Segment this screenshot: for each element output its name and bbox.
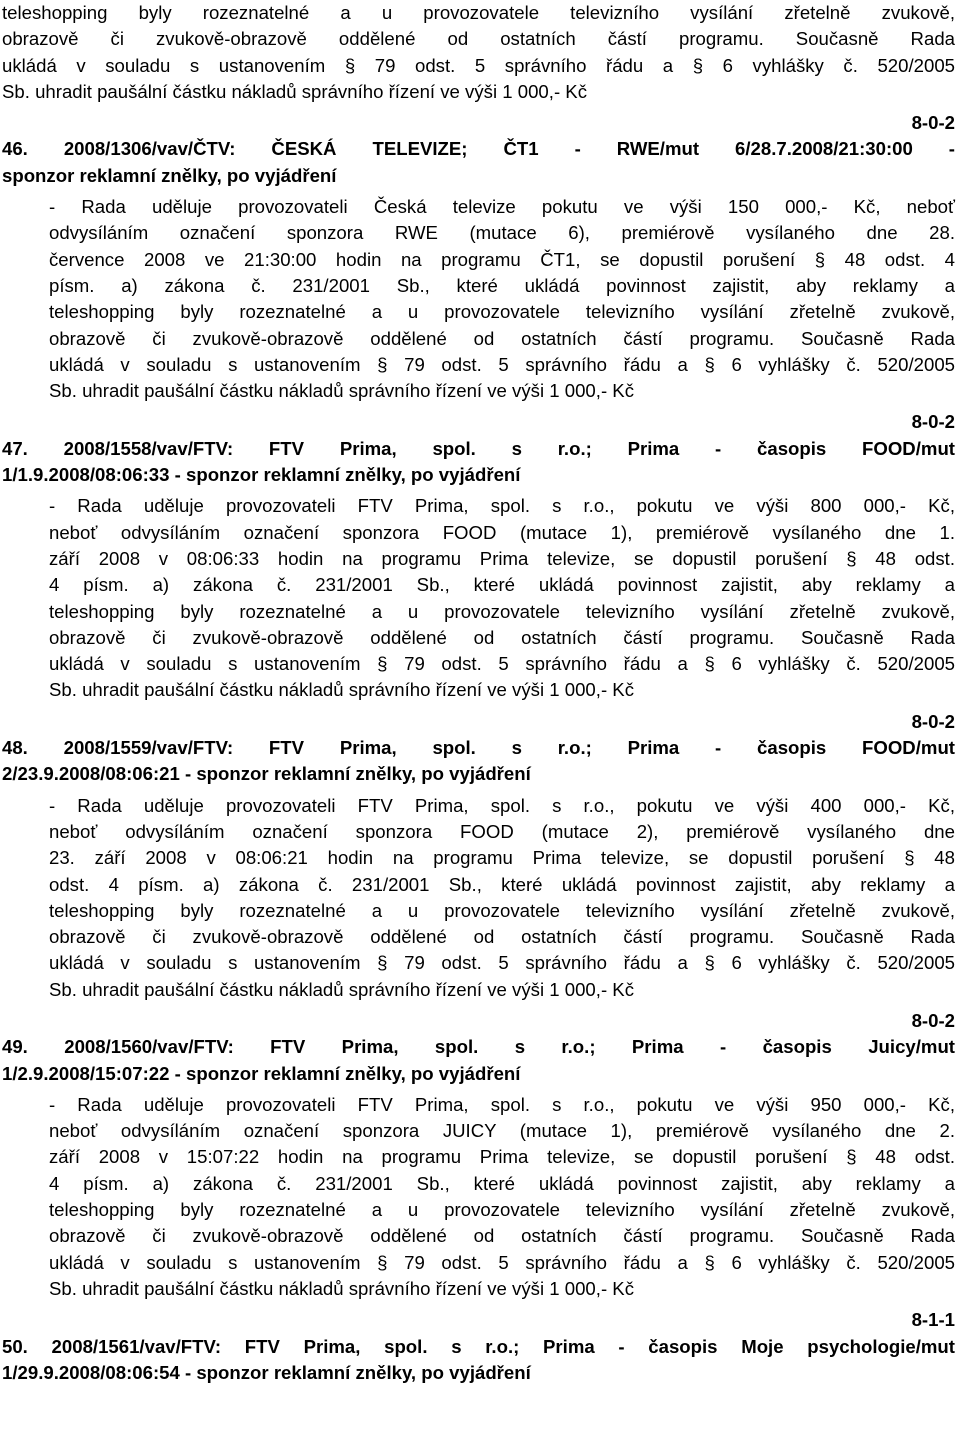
heading-line: 46. 2008/1306/vav/ČTV: ČESKÁ TELEVIZE; ČT1 - RWE/mut 6/28.7.2008/21:30:00 - (2, 138, 955, 160)
body-line: neboť odvysíláním označení sponzora FOOD (mutace 1), premiérově vysílaného dne 1. (49, 521, 955, 543)
decision-body (2, 793, 955, 1003)
decision-body (2, 493, 955, 703)
body-line: Sb. uhradit paušální částku nákladů správního řízení ve výši 1 000,- Kč (49, 679, 634, 701)
heading-line: 50. 2008/1561/vav/FTV: FTV Prima, spol. s r.o.; Prima - časopis Moje psychologie/mut (2, 1335, 955, 1357)
decision-item-49 (2, 1008, 955, 1302)
decision-code: 8-0-2 (911, 411, 955, 433)
decision-heading (2, 1334, 955, 1387)
decision-body (2, 194, 955, 404)
body-line: odst. 4 písm. a) zákona č. 231/2001 Sb., které ukládá povinnost zajistit, aby reklamy a (49, 873, 955, 895)
body-line: teleshopping byly rozeznatelné a u provozovatele televizního vysílání zřetelně zvukově, (49, 600, 955, 622)
body-line: ukládá v souladu s ustanovením § 79 odst. 5 správního řádu a § 6 vyhlášky č. 520/2005 (49, 653, 955, 675)
decision-item-48 (2, 709, 955, 1003)
decision-code: 8-0-2 (911, 1009, 955, 1031)
body-line: neboť odvysíláním označení sponzora FOOD (mutace 2), premiérově vysílaného dne (49, 820, 955, 842)
continuation-line: teleshopping byly rozeznatelné a u provozovatele televizního vysílání zřetelně zvukově, (2, 2, 955, 23)
body-line: - Rada uděluje provozovateli Česká televize pokutu ve výši 150 000,- Kč, neboť (49, 196, 955, 218)
body-line: - Rada uděluje provozovateli FTV Prima, spol. s r.o., pokutu ve výši 800 000,- Kč, (49, 495, 955, 517)
heading-line: 48. 2008/1559/vav/FTV: FTV Prima, spol. s r.o.; Prima - časopis FOOD/mut (2, 737, 955, 759)
body-line: července 2008 ve 21:30:00 hodin na programu ČT1, se dopustil porušení § 48 odst. 4 (49, 248, 955, 270)
body-line: Sb. uhradit paušální částku nákladů správního řízení ve výši 1 000,- Kč (49, 978, 634, 1000)
decision-heading (2, 1034, 955, 1087)
decision-item-47 (2, 409, 955, 703)
body-line: obrazově či zvukově-obrazově oddělené od ostatních částí programu. Současně Rada (49, 327, 955, 349)
body-line: ukládá v souladu s ustanovením § 79 odst. 5 správního řádu a § 6 vyhlášky č. 520/2005 (49, 1251, 955, 1273)
heading-line: 2/23.9.2008/08:06:21 - sponzor reklamní znělky, po vyjádření (2, 763, 531, 785)
body-line: Sb. uhradit paušální částku nákladů správního řízení ve výši 1 000,- Kč (49, 1277, 634, 1299)
body-line: ukládá v souladu s ustanovením § 79 odst. 5 správního řádu a § 6 vyhlášky č. 520/2005 (49, 353, 955, 375)
body-line: 23. září 2008 v 08:06:21 hodin na programu Prima televize, se dopustil porušení § 48 (49, 847, 955, 869)
continuation-text (2, 0, 955, 105)
body-line: neboť odvysíláním označení sponzora JUICY (mutace 1), premiérově vysílaného dne 2. (49, 1120, 955, 1142)
decision-heading (2, 735, 955, 788)
heading-line: 49. 2008/1560/vav/FTV: FTV Prima, spol. s r.o.; Prima - časopis Juicy/mut (2, 1036, 955, 1058)
decision-item-46 (2, 110, 955, 404)
body-line: - Rada uděluje provozovateli FTV Prima, spol. s r.o., pokutu ve výši 950 000,- Kč, (49, 1093, 955, 1115)
body-line: září 2008 v 08:06:33 hodin na programu Prima televize, se dopustil porušení § 48 odst. (49, 547, 955, 569)
heading-line: 1/1.9.2008/08:06:33 - sponzor reklamní znělky, po vyjádření (2, 464, 521, 486)
body-line: obrazově či zvukově-obrazově oddělené od ostatních částí programu. Současně Rada (49, 926, 955, 948)
continuation-line: Sb. uhradit paušální částku nákladů správního řízení ve výši 1 000,- Kč (2, 80, 587, 102)
decision-heading (2, 136, 955, 189)
body-line: Sb. uhradit paušální částku nákladů správního řízení ve výši 1 000,- Kč (49, 380, 634, 402)
body-line: 4 písm. a) zákona č. 231/2001 Sb., které ukládá povinnost zajistit, aby reklamy a (49, 1172, 955, 1194)
decision-code: 8-0-2 (911, 710, 955, 732)
heading-line: sponzor reklamní znělky, po vyjádření (2, 164, 337, 186)
body-line: odvysíláním označení sponzora RWE (mutace 6), premiérově vysílaného dne 28. (49, 222, 955, 244)
decision-body (2, 1092, 955, 1302)
body-line: obrazově či zvukově-obrazově oddělené od ostatních částí programu. Současně Rada (49, 1225, 955, 1247)
decision-code: 8-0-2 (911, 112, 955, 134)
heading-line: 47. 2008/1558/vav/FTV: FTV Prima, spol. s r.o.; Prima - časopis FOOD/mut (2, 437, 955, 459)
decision-code: 8-1-1 (911, 1309, 955, 1331)
decision-heading (2, 436, 955, 489)
decision-item-50 (2, 1307, 955, 1386)
body-line: obrazově či zvukově-obrazově oddělené od ostatních částí programu. Současně Rada (49, 626, 955, 648)
body-line: 4 písm. a) zákona č. 231/2001 Sb., které ukládá povinnost zajistit, aby reklamy a (49, 574, 955, 596)
heading-line: 1/29.9.2008/08:06:54 - sponzor reklamní znělky, po vyjádření (2, 1361, 531, 1383)
heading-line: 1/2.9.2008/15:07:22 - sponzor reklamní znělky, po vyjádření (2, 1062, 521, 1084)
body-line: - Rada uděluje provozovateli FTV Prima, spol. s r.o., pokutu ve výši 400 000,- Kč, (49, 794, 955, 816)
continuation-line: ukládá v souladu s ustanovením § 79 odst. 5 správního řádu a § 6 vyhlášky č. 520/2005 (2, 54, 955, 76)
body-line: září 2008 v 15:07:22 hodin na programu Prima televize, se dopustil porušení § 48 odst. (49, 1146, 955, 1168)
body-line: teleshopping byly rozeznatelné a u provozovatele televizního vysílání zřetelně zvukově, (49, 301, 955, 323)
body-line: teleshopping byly rozeznatelné a u provozovatele televizního vysílání zřetelně zvukově, (49, 1199, 955, 1221)
body-line: písm. a) zákona č. 231/2001 Sb., které ukládá povinnost zajistit, aby reklamy a (49, 274, 955, 296)
continuation-line: obrazově či zvukově-obrazově oddělené od ostatních částí programu. Současně Rada (2, 28, 955, 50)
body-line: ukládá v souladu s ustanovením § 79 odst. 5 správního řádu a § 6 vyhlášky č. 520/2005 (49, 952, 955, 974)
body-line: teleshopping byly rozeznatelné a u provozovatele televizního vysílání zřetelně zvukově, (49, 899, 955, 921)
